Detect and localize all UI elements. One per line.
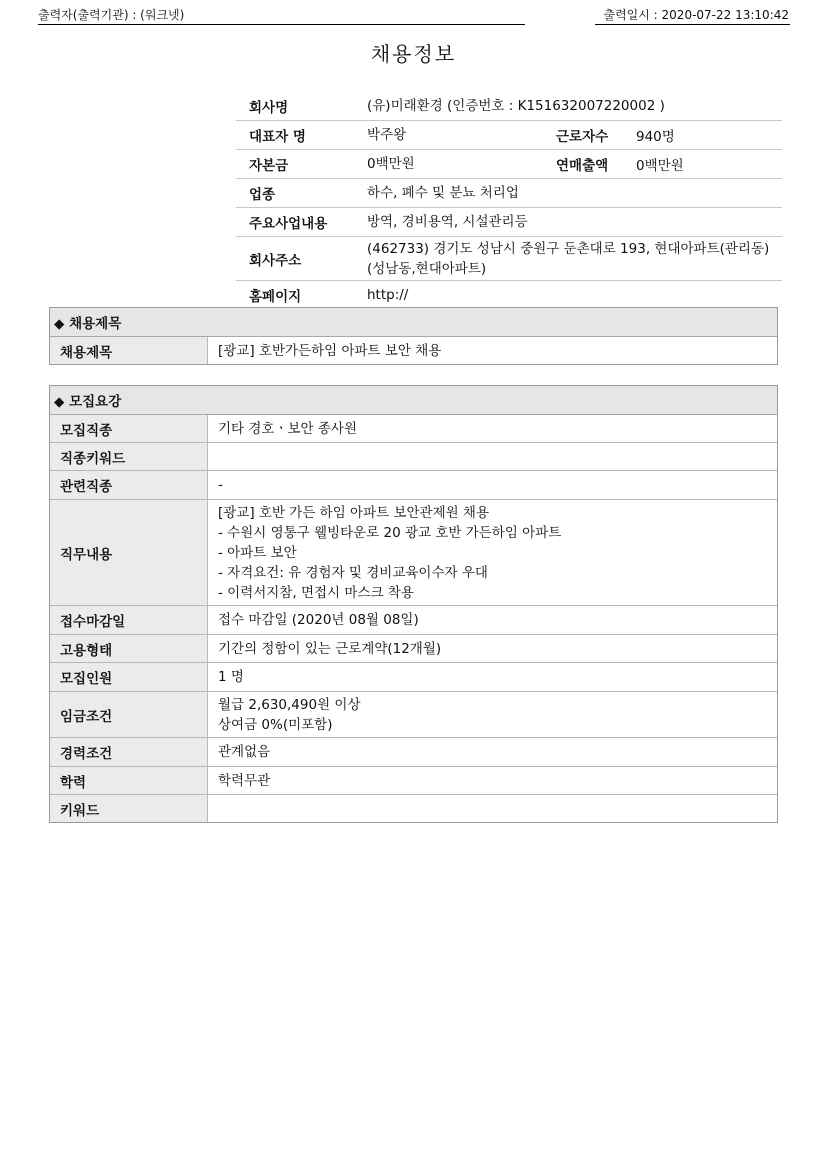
value-line: 1 명	[218, 669, 244, 685]
recruit-row-label: 학력	[50, 767, 208, 794]
company-name-label: 회사명	[249, 100, 289, 116]
job-title-section	[49, 307, 778, 365]
recruit-row-label: 모집직종	[50, 415, 208, 442]
header-divider-left	[38, 24, 525, 25]
recruit-row	[50, 606, 777, 635]
value-line: 월급 2,630,490원 이상	[218, 696, 361, 713]
recruit-row	[50, 767, 777, 795]
capital-value: 0백만원	[367, 156, 415, 172]
value-line: - 아파트 보안	[218, 544, 297, 561]
page-title: 채용정보	[370, 42, 457, 66]
recruit-row	[50, 795, 777, 822]
employees-label: 근로자수	[556, 129, 609, 145]
company-ceo-row	[236, 121, 782, 150]
recruit-row	[50, 635, 777, 663]
header-divider-right	[595, 24, 790, 25]
address-value: (462733) 경기도 성남시 중원구 둔촌대로 193, 현대아파트(관리동) (성남동,현대아파트)	[367, 240, 770, 277]
company-industry-row	[236, 179, 782, 208]
recruit-row-value	[208, 663, 777, 691]
recruit-row-value	[208, 443, 777, 470]
recruit-rows	[50, 415, 777, 822]
recruit-row	[50, 500, 777, 606]
recruit-row-value	[208, 692, 777, 737]
section-heading: ◆ 모집요강	[50, 386, 777, 415]
recruit-row-value	[208, 606, 777, 634]
recruit-row	[50, 663, 777, 692]
recruit-row	[50, 738, 777, 767]
print-datetime: 출력일시 : 2020-07-22 13:10:42	[603, 8, 789, 22]
value-line: [광교] 호반 가든 하임 아파트 보안관제원 채용	[218, 504, 490, 521]
value-line: - 이력서지참, 면접시 마스크 착용	[218, 584, 414, 601]
address-label: 회사주소	[249, 252, 302, 269]
recruit-row-value	[208, 767, 777, 794]
company-capital-row	[236, 150, 782, 179]
value-line: 관계없음	[218, 744, 271, 760]
job-title-row	[50, 337, 777, 364]
value-line: - 자격요건: 유 경험자 및 경비교육이수자 우대	[218, 564, 488, 581]
company-name-row	[236, 92, 782, 121]
recruit-row-label: 직무내용	[50, 500, 208, 605]
section-heading: ◆ 채용제목	[50, 308, 777, 337]
recruit-row-value	[208, 471, 777, 499]
homepage-link[interactable]: http://	[367, 286, 409, 303]
recruit-row-value	[208, 635, 777, 662]
ceo-value: 박주왕	[367, 127, 407, 143]
recruit-row-label: 접수마감일	[50, 606, 208, 634]
recruit-row	[50, 443, 777, 471]
recruit-row	[50, 692, 777, 738]
recruit-row-value	[208, 415, 777, 442]
recruit-row-value	[208, 500, 777, 605]
sales-value: 0백만원	[636, 158, 684, 174]
recruit-row-label: 모집인원	[50, 663, 208, 691]
recruit-row	[50, 471, 777, 500]
company-info	[236, 92, 782, 308]
value-line: -	[218, 477, 223, 493]
recruit-row-label: 관련직종	[50, 471, 208, 499]
industry-value: 하수, 폐수 및 분뇨 처리업	[367, 185, 519, 201]
employees-value: 940명	[636, 129, 675, 145]
ceo-label: 대표자 명	[249, 129, 306, 145]
value-line: 기간의 정함이 있는 근로계약(12개월)	[218, 640, 442, 657]
recruit-row-label: 고용형태	[50, 635, 208, 662]
print-author: 출력자(출력기관) : (워크넷)	[38, 8, 185, 22]
recruit-section	[49, 385, 778, 823]
company-address-row	[236, 237, 782, 281]
recruit-row-label: 키워드	[50, 795, 208, 822]
value-line: 기타 경호ㆍ보안 종사원	[218, 420, 357, 437]
capital-label: 자본금	[249, 158, 289, 174]
company-homepage-row	[236, 281, 782, 308]
industry-label: 업종	[249, 187, 276, 203]
recruit-row-value	[208, 738, 777, 766]
recruit-row-label: 직종키워드	[50, 443, 208, 470]
value-line: - 수원시 영통구 웰빙타운로 20 광교 호반 가든하임 아파트	[218, 524, 562, 541]
sales-label: 연매출액	[556, 158, 609, 174]
value-line: 학력무관	[218, 772, 271, 789]
job-title-label: 채용제목	[50, 337, 208, 364]
value-line: 상여금 0%(미포함)	[218, 716, 333, 733]
job-title-value: [광교] 호반가든하임 아파트 보안 채용	[218, 342, 442, 359]
company-name-value: (유)미래환경 (인증번호 : K151632007220002 )	[367, 98, 665, 114]
recruit-row	[50, 415, 777, 443]
recruit-row-label: 경력조건	[50, 738, 208, 766]
company-business-row	[236, 208, 782, 237]
value-line: 접수 마감일 (2020년 08월 08일)	[218, 612, 419, 628]
recruit-row-label: 임금조건	[50, 692, 208, 737]
business-label: 주요사업내용	[249, 216, 328, 232]
recruit-row-value	[208, 795, 777, 822]
homepage-label: 홈페이지	[249, 288, 302, 305]
business-value: 방역, 경비용역, 시설관리등	[367, 214, 528, 230]
